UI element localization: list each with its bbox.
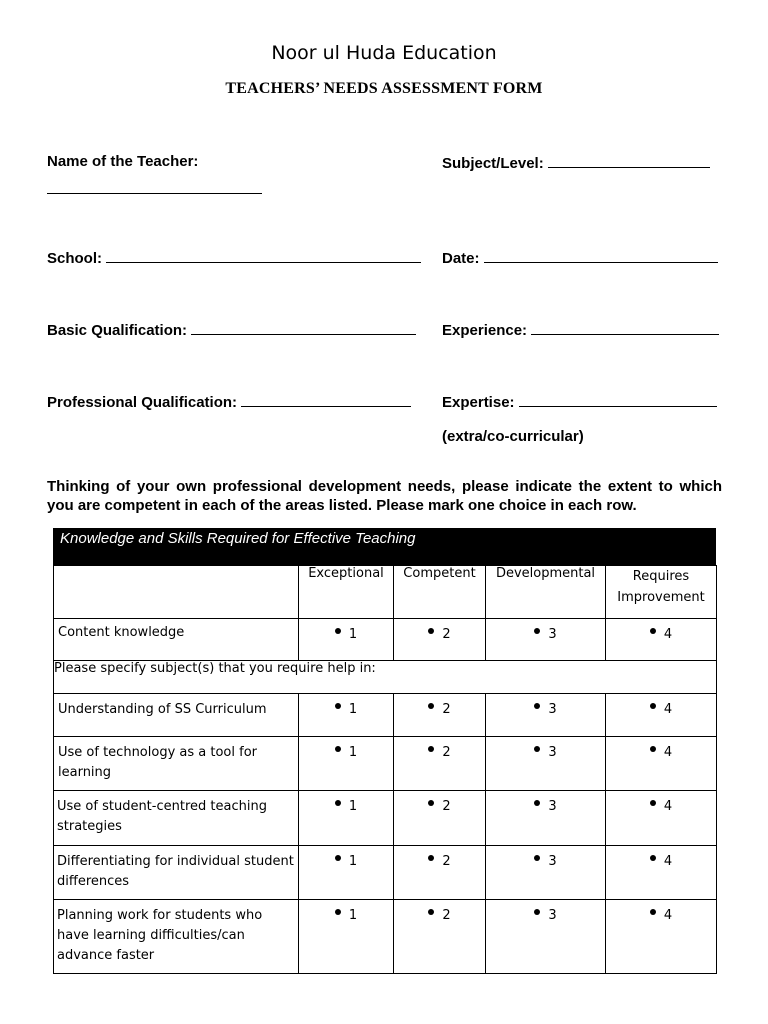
option-1[interactable]: 1: [299, 737, 394, 791]
bullet-icon: [428, 746, 434, 752]
form-title: TEACHERS’ NEEDS ASSESSMENT FORM: [225, 80, 543, 97]
table-row: [54, 694, 717, 737]
bullet-icon: [335, 800, 341, 806]
bullet-icon: [650, 746, 656, 752]
option-3[interactable]: 3: [486, 791, 606, 846]
option-4[interactable]: 4: [606, 694, 717, 737]
subject-level-line[interactable]: [548, 153, 710, 168]
instructions-text: Thinking of your own professional development needs, please indicate the extent to which you are competent in each of the areas listed. Please mark one choice in each row.: [47, 478, 722, 514]
date-line[interactable]: [484, 248, 718, 263]
column-header-row: [54, 566, 717, 619]
column-header-blank: [54, 566, 299, 619]
table-row: [54, 737, 717, 791]
option-2[interactable]: 2: [394, 619, 486, 661]
basic-qualification-field[interactable]: [47, 320, 416, 339]
bullet-icon: [650, 909, 656, 915]
option-3[interactable]: 3: [486, 619, 606, 661]
bullet-icon: [335, 628, 341, 634]
column-header-competent: Competent: [394, 566, 486, 619]
bullet-icon: [335, 855, 341, 861]
option-1[interactable]: 1: [299, 846, 394, 900]
row-label: Content knowledge: [54, 619, 299, 661]
option-2[interactable]: 2: [394, 900, 486, 974]
option-2[interactable]: 2: [394, 694, 486, 737]
bullet-icon: [428, 909, 434, 915]
column-header-exceptional: Exceptional: [299, 566, 394, 619]
expertise-note: (extra/co-curricular): [442, 428, 584, 445]
experience-label: Experience:: [442, 322, 528, 339]
option-2[interactable]: 2: [394, 846, 486, 900]
bullet-icon: [650, 800, 656, 806]
bullet-icon: [428, 703, 434, 709]
professional-qualification-label: Professional Qualification:: [47, 394, 238, 411]
organization-name: Noor ul Huda Education: [271, 42, 497, 64]
option-4[interactable]: 4: [606, 846, 717, 900]
option-1[interactable]: 1: [299, 900, 394, 974]
bullet-icon: [428, 800, 434, 806]
assessment-table: [53, 528, 716, 974]
bullet-icon: [335, 909, 341, 915]
expertise-field[interactable]: [442, 392, 717, 411]
bullet-icon: [534, 855, 540, 861]
option-3[interactable]: 3: [486, 694, 606, 737]
basic-qualification-line[interactable]: [191, 320, 416, 335]
row-label: Use of technology as a tool for learning: [54, 737, 299, 791]
bullet-icon: [650, 703, 656, 709]
bullet-icon: [428, 628, 434, 634]
experience-line[interactable]: [531, 320, 719, 335]
bullet-icon: [428, 855, 434, 861]
school-line[interactable]: [106, 248, 421, 263]
experience-field[interactable]: [442, 320, 719, 339]
column-header-developmental: Developmental: [486, 566, 606, 619]
bullet-icon: [534, 703, 540, 709]
row-label: Use of student-centred teaching strategies: [54, 791, 299, 846]
column-header-requires-improvement: Requires Improvement: [606, 566, 717, 619]
table-row: [54, 791, 717, 846]
bullet-icon: [650, 628, 656, 634]
bullet-icon: [534, 628, 540, 634]
option-4[interactable]: 4: [606, 619, 717, 661]
option-1[interactable]: 1: [299, 619, 394, 661]
table-row: [54, 900, 717, 974]
teacher-name-label: Name of the Teacher:: [47, 153, 199, 170]
option-4[interactable]: 4: [606, 900, 717, 974]
row-label: Differentiating for individual student differences: [54, 846, 299, 900]
subject-help-row[interactable]: [54, 661, 717, 694]
option-2[interactable]: 2: [394, 737, 486, 791]
option-3[interactable]: 3: [486, 900, 606, 974]
subject-help-label[interactable]: Please specify subject(s) that you require help in:: [54, 661, 717, 694]
bullet-icon: [335, 703, 341, 709]
professional-qualification-field[interactable]: [47, 392, 411, 411]
teacher-name-field[interactable]: [47, 153, 198, 170]
table-row: [54, 846, 717, 900]
date-label: Date:: [442, 250, 480, 267]
bullet-icon: [534, 746, 540, 752]
subject-level-label: Subject/Level:: [442, 155, 544, 172]
row-label: Planning work for students who have learning difficulties/can advance faster: [54, 900, 299, 974]
school-label: School:: [47, 250, 102, 267]
bullet-icon: [534, 800, 540, 806]
option-2[interactable]: 2: [394, 791, 486, 846]
option-1[interactable]: 1: [299, 791, 394, 846]
bullet-icon: [335, 746, 341, 752]
table-row: [54, 619, 717, 661]
option-1[interactable]: 1: [299, 694, 394, 737]
expertise-label: Expertise:: [442, 394, 515, 411]
option-4[interactable]: 4: [606, 737, 717, 791]
teacher-name-line[interactable]: [47, 179, 262, 194]
option-3[interactable]: 3: [486, 846, 606, 900]
bullet-icon: [534, 909, 540, 915]
table-title: Knowledge and Skills Required for Effective Teaching: [53, 528, 716, 565]
option-3[interactable]: 3: [486, 737, 606, 791]
bullet-icon: [650, 855, 656, 861]
school-field[interactable]: [47, 248, 421, 267]
expertise-line[interactable]: [519, 392, 717, 407]
row-label: Understanding of SS Curriculum: [54, 694, 299, 737]
basic-qualification-label: Basic Qualification:: [47, 322, 188, 339]
date-field[interactable]: [442, 248, 718, 267]
professional-qualification-line[interactable]: [241, 392, 411, 407]
option-4[interactable]: 4: [606, 791, 717, 846]
subject-level-field[interactable]: [442, 153, 710, 172]
